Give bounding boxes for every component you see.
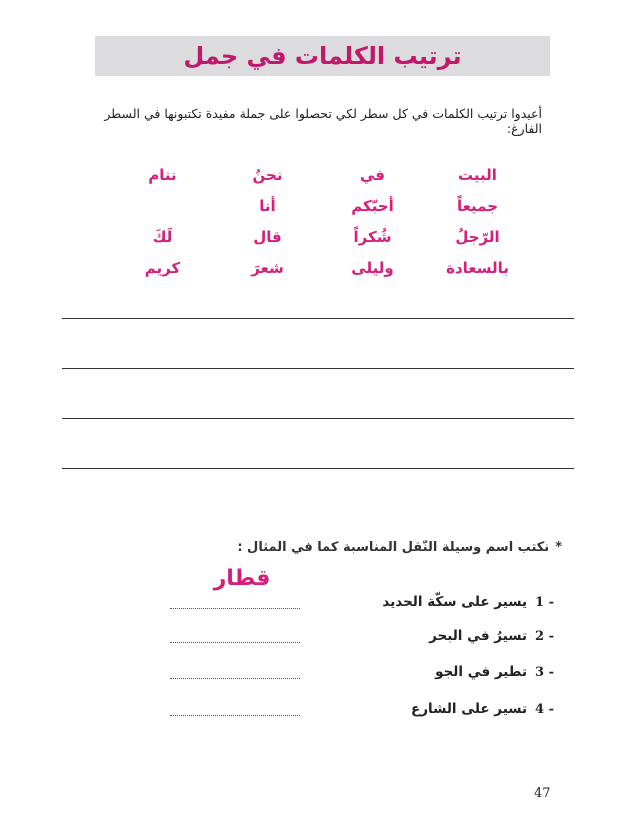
- exercise-item-2: [170, 624, 554, 648]
- item-number: 2 -: [535, 628, 554, 644]
- word: كريم: [144, 259, 181, 277]
- answer-blank[interactable]: [170, 596, 300, 609]
- exercise-heading-text: نكتب اسم وسيلة النّقل المناسبة كما في المثال :: [237, 540, 550, 555]
- word: شعرَ: [251, 259, 284, 277]
- word: نحنُ: [252, 166, 283, 184]
- word: لَكَ: [152, 228, 173, 246]
- exercise-item-1: [170, 590, 554, 614]
- exercise-heading: [142, 540, 562, 555]
- word: البيت: [458, 166, 497, 184]
- item-phrase: تسير على الشارع: [411, 701, 528, 717]
- item-phrase: يسير على سكّة الحديد: [382, 594, 528, 610]
- word: أحبّكم: [351, 197, 394, 215]
- answer-blank[interactable]: [170, 666, 300, 679]
- page-number: 47: [534, 786, 551, 801]
- title-banner: [95, 36, 550, 76]
- word: الرّجلُ: [455, 228, 500, 246]
- answer-line-2[interactable]: [62, 368, 574, 369]
- answer-blank[interactable]: [170, 630, 300, 643]
- page-title: ترتيب الكلمات في جمل: [183, 42, 462, 70]
- item-phrase: تسيرُ في البحر: [429, 628, 528, 644]
- word: في: [360, 166, 385, 184]
- word: قال: [253, 228, 282, 246]
- instruction-text: أعيدوا ترتيب الكلمات في كل سطر لكي تحصلوا على جملة مفيدة تكتبونها في السطر الفارغ:: [104, 106, 542, 136]
- word: بالسعادة: [446, 259, 509, 277]
- item-number: 4 -: [535, 701, 554, 717]
- word: وليلى: [351, 259, 394, 277]
- word-grid: [110, 166, 530, 286]
- word: جميعاً: [456, 197, 499, 215]
- exercise-item-4: [170, 697, 554, 721]
- word: أنا: [259, 197, 276, 215]
- star-bullet: *: [555, 540, 562, 555]
- answer-line-4[interactable]: [62, 468, 574, 469]
- answer-line-1[interactable]: [62, 318, 574, 319]
- item-number: 1 -: [535, 594, 554, 610]
- word: شُكراً: [353, 228, 392, 246]
- item-number: 3 -: [535, 664, 554, 680]
- answer-line-3[interactable]: [62, 418, 574, 419]
- word: [110, 197, 215, 228]
- exercise-item-3: [170, 660, 554, 684]
- example-answer: قطار: [213, 566, 271, 591]
- answer-blank[interactable]: [170, 703, 300, 716]
- item-phrase: تطير في الجو: [435, 664, 528, 680]
- word: ننام: [148, 166, 177, 184]
